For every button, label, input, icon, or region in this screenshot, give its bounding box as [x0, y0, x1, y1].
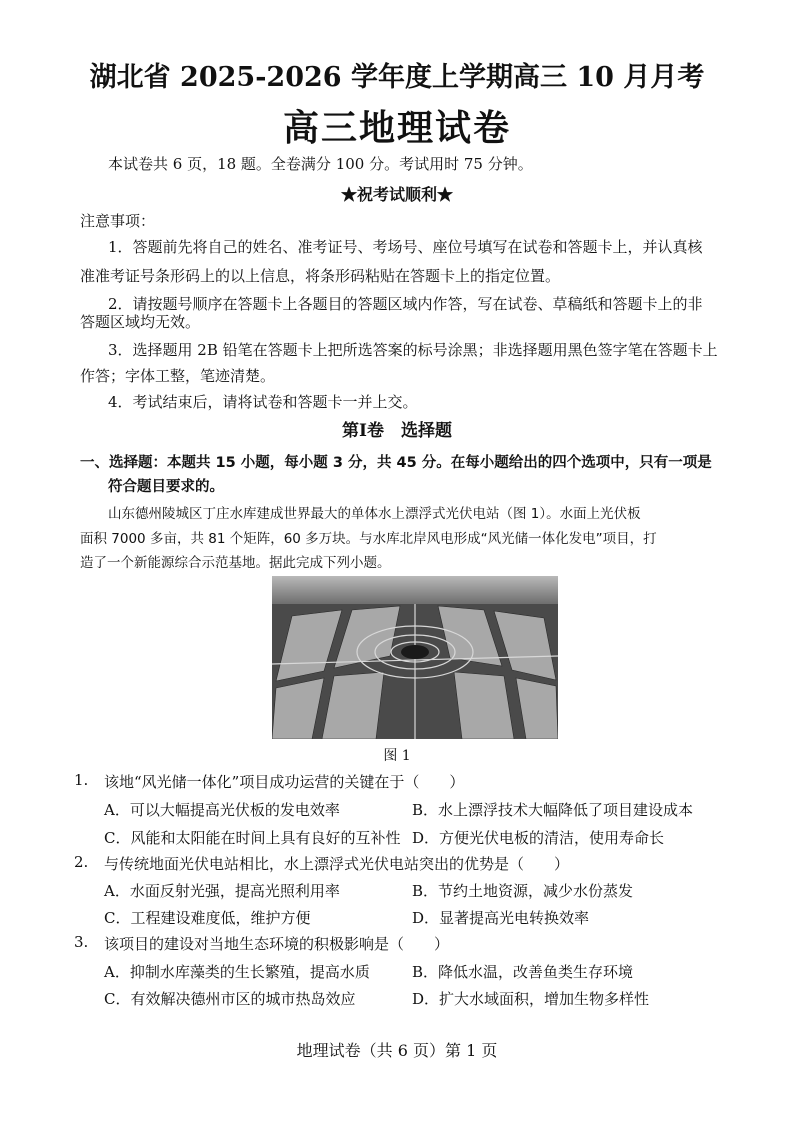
question-3-number: 3.: [74, 933, 89, 951]
exam-subtitle: 高三地理试卷: [282, 107, 511, 149]
question-2-option-c: C．工程建设难度低，维护方便: [104, 909, 311, 927]
exam-info: 本试卷共 6 页，18 题。全卷满分 100 分。考试用时 75 分钟。: [108, 155, 533, 173]
note-3-line-1: 3．选择题用 2B 铅笔在答题卡上把所选答案的标号涂黑；非选择题用黑色签字笔在答题卡上: [108, 341, 718, 359]
question-3-option-a: A．抑制水库藻类的生长繁殖，提高水质: [104, 963, 370, 981]
question-3-option-d: D．扩大水域面积，增加生物多样性: [412, 990, 650, 1008]
section-title: 第Ⅰ卷 选择题: [342, 421, 452, 441]
good-luck-banner: ★祝考试顺利★: [340, 185, 453, 204]
page-footer: 地理试卷（共 6 页）第 1 页: [296, 1041, 498, 1060]
notes-heading: 注意事项：: [80, 212, 156, 230]
question-2-stem: 与传统地面光伏电站相比，水上漂浮式光伏电站突出的优势是（ ）: [104, 855, 570, 873]
question-2-option-a: A．水面反射光强，提高光照利用率: [104, 882, 340, 900]
question-3-option-b: B．降低水温，改善鱼类生存环境: [412, 963, 634, 981]
question-2-option-b: B．节约土地资源，减少水份蒸发: [412, 882, 634, 900]
note-2-line-1: 2．请按题号顺序在答题卡上各题目的答题区域内作答，写在试卷、草稿纸和答题卡上的非: [108, 295, 703, 313]
question-2-option-d: D．显著提高光电转换效率: [412, 909, 590, 927]
passage-line-1: 山东德州陵城区丁庄水库建成世界最大的单体水上漂浮式光伏电站（图 1）。水面上光伏板: [108, 506, 641, 522]
question-3-stem: 该项目的建设对当地生态环境的积极影响是（ ）: [104, 935, 450, 953]
question-1-option-a: A．可以大幅提高光伏板的发电效率: [104, 801, 340, 819]
figure-caption: 图 1: [383, 748, 411, 764]
section-intro-line-2: 符合题目要求的。: [108, 479, 224, 495]
passage-line-2: 面积 7000 多亩，共 81 个矩阵，60 多万块。与水库北岸风电形成“风光储一体化发电”项目，打: [80, 531, 657, 547]
note-3-line-2: 作答；字体工整，笔迹清楚。: [80, 367, 276, 385]
question-1-option-d: D．方便光伏电板的清洁，使用寿命长: [412, 829, 665, 847]
note-2-line-2: 答题区域均无效。: [80, 313, 201, 331]
question-3-option-c: C．有效解决德州市区的城市热岛效应: [104, 990, 356, 1008]
solar-plant-illustration: [272, 576, 558, 739]
note-1-line-2: 准准考证号条形码上的以上信息，将条形码粘贴在答题卡上的指定位置。: [80, 267, 561, 285]
floating-solar-plant-photo: [272, 576, 558, 739]
passage-line-3: 造了一个新能源综合示范基地。据此完成下列小题。: [80, 555, 391, 571]
section-intro-line-1: 一、选择题：本题共 15 小题，每小题 3 分，共 45 分。在每小题给出的四个选项中，只有一项是: [80, 455, 712, 471]
question-1-stem: 该地“风光储一体化”项目成功运营的关键在于（ ）: [104, 773, 465, 791]
question-1-number: 1.: [74, 771, 89, 789]
question-1-option-c: C．风能和太阳能在时间上具有良好的互补性: [104, 829, 401, 847]
note-4: 4．考试结束后，请将试卷和答题卡一并上交。: [108, 393, 418, 411]
exam-title: 湖北省 2025-2026 学年度上学期高三 10 月月考: [89, 62, 705, 93]
note-1-line-1: 1．答题前先将自己的姓名、准考证号、考场号、座位号填写在试卷和答题卡上，并认真核: [108, 238, 703, 256]
question-2-number: 2.: [74, 853, 89, 871]
question-1-option-b: B．水上漂浮技术大幅降低了项目建设成本: [412, 801, 694, 819]
